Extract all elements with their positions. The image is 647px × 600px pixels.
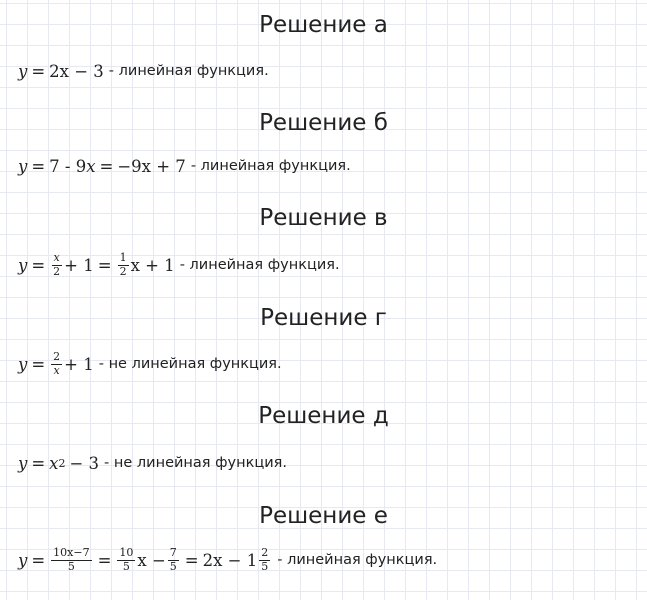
math-fraction — [118, 252, 129, 278]
math-expression: x + 1 — [130, 255, 175, 275]
conclusion-text: - не линейная функция. — [104, 455, 287, 471]
formula-line-d — [18, 443, 287, 483]
conclusion-text: - линейная функция. — [108, 63, 269, 79]
math-var-y: y — [18, 61, 28, 81]
math-equals: = — [99, 156, 114, 176]
math-exponent: 2 — [58, 456, 66, 470]
fraction-numerator: 1 — [119, 250, 127, 264]
fraction-numerator: 2 — [261, 545, 269, 559]
conclusion-text: - линейная функция. — [277, 552, 438, 568]
math-fraction — [51, 547, 91, 573]
formula-line-e — [18, 540, 437, 580]
conclusion-text: - линейная функция. — [190, 158, 351, 174]
math-fraction — [168, 547, 179, 573]
math-expression: − 3 — [69, 453, 100, 473]
fraction-denominator: 5 — [169, 559, 177, 573]
math-equals: = — [31, 354, 46, 374]
fraction-numerator: x — [53, 250, 60, 264]
fraction-denominator: 5 — [122, 559, 130, 573]
math-var-x: x — [49, 453, 59, 473]
math-equals: = — [31, 61, 46, 81]
heading-solution-b: Решение б — [259, 110, 388, 136]
heading-solution-e: Решение е — [259, 503, 388, 529]
fraction-denominator: 2 — [53, 264, 61, 278]
fraction-numerator: 10 — [119, 545, 134, 559]
math-expression: 7 - 9 — [49, 156, 87, 176]
math-equals: = — [97, 255, 112, 275]
math-fraction — [117, 547, 135, 573]
math-equals: = — [31, 550, 46, 570]
math-fraction — [51, 351, 62, 377]
math-expression: + 1 — [64, 255, 94, 275]
conclusion-text: - линейная функция. — [179, 257, 340, 273]
math-var-y: y — [18, 550, 28, 570]
fraction-denominator: 5 — [67, 559, 75, 573]
conclusion-text: - не линейная функция. — [98, 356, 282, 372]
formula-line-v — [18, 245, 340, 285]
math-equals: = — [184, 550, 199, 570]
math-var-y: y — [18, 453, 28, 473]
math-equals: = — [31, 156, 46, 176]
heading-solution-a: Решение а — [259, 12, 388, 38]
fraction-numerator: 10x−7 — [53, 545, 90, 559]
math-equals: = — [97, 550, 112, 570]
math-expression: 2x − 3 — [49, 61, 104, 81]
heading-solution-d: Решение д — [258, 403, 389, 429]
math-equals: = — [31, 255, 46, 275]
math-equals: = — [31, 453, 46, 473]
fraction-denominator: 5 — [261, 559, 269, 573]
math-fraction — [51, 252, 62, 278]
math-expression: 2x − 1 — [202, 550, 258, 570]
formula-line-a — [18, 51, 269, 91]
math-fraction — [259, 547, 270, 573]
math-var-y: y — [18, 354, 28, 374]
fraction-denominator: 2 — [119, 264, 127, 278]
fraction-denominator: x — [53, 363, 60, 377]
fraction-numerator: 2 — [53, 349, 61, 363]
formula-line-g — [18, 344, 282, 384]
formula-line-b — [18, 146, 351, 186]
math-var-y: y — [18, 156, 28, 176]
fraction-numerator: 7 — [169, 545, 177, 559]
math-expression: + 1 — [64, 354, 94, 374]
math-expression: x − — [137, 550, 166, 570]
heading-solution-g: Решение г — [260, 305, 387, 331]
math-expression: −9x + 7 — [117, 156, 186, 176]
math-var-y: y — [18, 255, 28, 275]
heading-solution-v: Решение в — [259, 205, 388, 231]
math-var-x: x — [86, 156, 96, 176]
